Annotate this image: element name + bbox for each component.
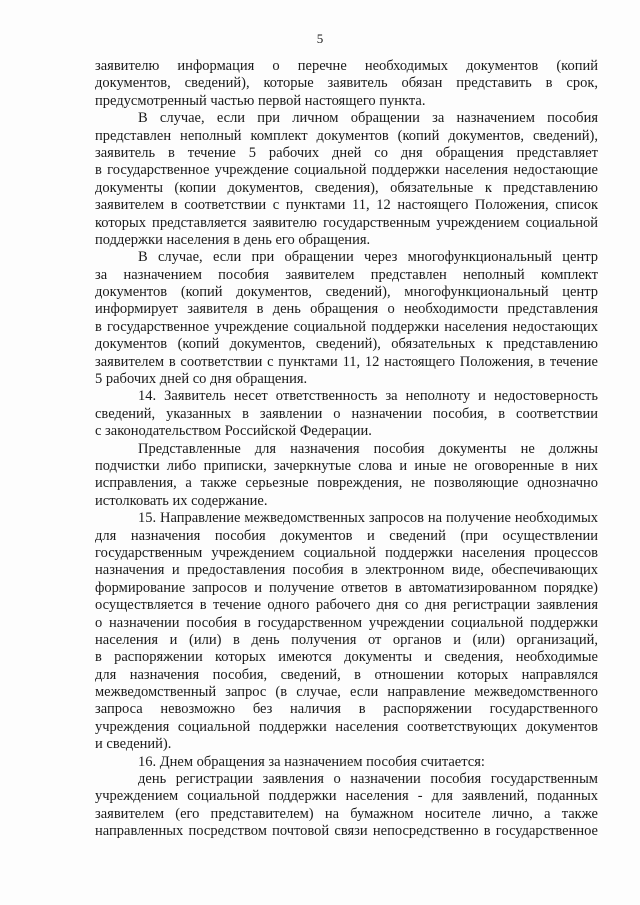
page-number: 5	[316, 31, 324, 46]
text-line: назначения и предоставления пособия в электронном виде, обеспечивающих	[95, 562, 598, 579]
text-line: В случае, если при личном обращении за назначением пособия	[138, 110, 598, 127]
text-line: информирует заявителя в день обращения о необходимости представления	[95, 301, 598, 318]
paragraph-p6	[95, 510, 598, 753]
text-line: заявителем (его представителем) на бумажном носителе лично, а также	[95, 805, 598, 822]
text-line: межведомственный запрос (в случае, если направление межведомственного	[95, 684, 598, 701]
document-body	[95, 58, 598, 841]
text-line: 5 рабочих дней со дня обращения.	[95, 371, 308, 388]
text-line: запроса невозможно без наличия в распоряжении государственного	[95, 701, 598, 718]
text-line: в государственное учреждение социальной поддержки населения недостающие	[95, 162, 598, 179]
text-line: для назначения пособия документов и сведений (при осуществлении	[95, 527, 598, 544]
text-line: заявителем в соответствии с пунктами 11, 12 настоящего Положения, список	[95, 197, 598, 214]
text-line: истолковать их содержание.	[95, 492, 268, 509]
text-line: направленных посредством почтовой связи непосредственно в государственное	[95, 823, 598, 840]
text-line: документов, сведений), которые заявитель обязан представить в срок,	[95, 75, 598, 92]
paragraph-p2	[95, 110, 598, 249]
text-line: формирование запросов и получение ответов в автоматизированном порядке)	[95, 579, 598, 596]
text-line: документов (копий документов, сведений), обязательных к представлению	[95, 336, 598, 353]
paragraph-p8	[95, 771, 598, 841]
text-line: о назначении пособия в государственном учреждении социальной поддержки	[95, 614, 598, 631]
text-line: за назначением пособия заявителем представлен неполный комплект	[95, 266, 598, 283]
text-line: осуществляется в течение одного рабочего дня со дня регистрации заявления	[95, 597, 598, 614]
text-line: с законодательством Российской Федерации.	[95, 423, 372, 440]
text-line: документы (копии документов, сведения), обязательные к представлению	[95, 179, 598, 196]
text-line: 15. Направление межведомственных запросов на получение необходимых	[138, 510, 598, 527]
paragraph-p1	[95, 58, 598, 110]
text-line: В случае, если при обращении через многофункциональный центр	[138, 249, 598, 266]
text-line: государственным учреждением социальной поддержки населения процессов	[95, 544, 598, 561]
text-line: и сведений).	[95, 736, 172, 753]
text-line: сведений, указанных в заявлении о назначении пособия, в соответствии	[95, 405, 598, 422]
text-line: представлен неполный комплект документов (копий документов, сведений),	[95, 127, 598, 144]
text-line: 16. Днем обращения за назначением пособия считается:	[138, 753, 485, 770]
text-line: исправления, а также серьезные повреждения, не позволяющие однозначно	[95, 475, 598, 492]
paragraph-p4	[95, 388, 598, 440]
paragraph-p7	[95, 754, 598, 771]
text-line: которых представляется заявителю государственным учреждением социальной	[95, 214, 598, 231]
text-line: подчистки либо приписки, зачеркнутые слова и иные не оговоренные в них	[95, 457, 598, 474]
text-line: поддержки населения в день его обращения.	[95, 231, 371, 248]
text-line: день регистрации заявления о назначении пособия государственным	[138, 771, 598, 788]
text-line: документов (копий документов, сведений), многофункциональный центр	[95, 284, 598, 301]
text-line: заявителем в соответствии с пунктами 11, 12 настоящего Положения, в течение	[95, 353, 598, 370]
text-line: Представленные для назначения пособия документы не должны	[138, 440, 598, 457]
text-line: населения и (или) в день получения от органов и (или) организаций,	[95, 631, 598, 648]
text-line: 14. Заявитель несет ответственность за неполноту и недостоверность	[138, 388, 598, 405]
text-line: в государственное учреждение социальной поддержки населения недостающих	[95, 318, 598, 335]
text-line: заявителю информация о перечне необходимых документов (копий	[95, 58, 598, 74]
text-line: для назначения пособия, сведений, в отношении которых направлялся	[95, 666, 598, 683]
text-line: учреждением социальной поддержки населения - для заявлений, поданных	[95, 788, 598, 805]
text-line: предусмотренный частью первой настоящего пункта.	[95, 92, 426, 109]
text-line: в распоряжении которых имеются документы и сведения, необходимые	[95, 649, 598, 666]
text-line: заявитель в течение 5 рабочих дней со дня обращения представляет	[95, 144, 598, 161]
text-line: учреждения социальной поддержки населения соответствующих документов	[95, 718, 598, 735]
paragraph-p3	[95, 249, 598, 388]
paragraph-p5	[95, 441, 598, 511]
